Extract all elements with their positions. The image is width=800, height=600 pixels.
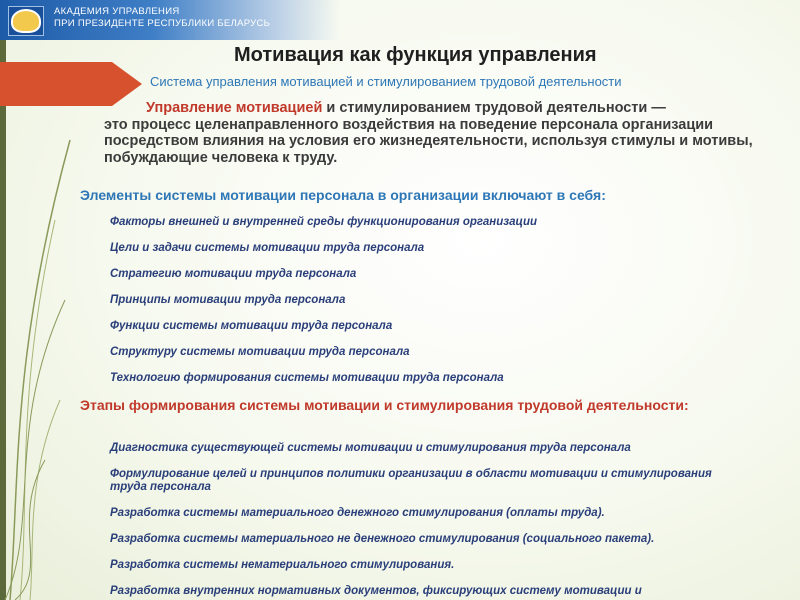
definition-paragraph [104,100,770,166]
list-item: Технологию формирования системы мотивации труда персонала [110,372,504,384]
stages-list [80,442,780,598]
list-item: Диагностика существующей системы мотивации и стимулирования труда персонала [110,442,631,454]
academy-name-line1: АКАДЕМИЯ УПРАВЛЕНИЯ [54,6,180,17]
academy-logo-icon [8,6,44,36]
stages-heading: Этапы формирования системы мотивации и стимулирования трудовой деятельности: [80,397,689,413]
decorative-vines [0,100,80,600]
list-item: Принципы мотивации труда персонала [110,294,346,306]
list-item: Стратегию мотивации труда персонала [110,268,357,280]
list-item: Цели и задачи системы мотивации труда персонала [110,242,425,254]
academy-name [54,6,270,30]
list-item: Формулирование целей и принципов политики организации в области мотивации и стимулирования труда персонала [110,468,712,493]
elements-heading: Элементы системы мотивации персонала в организации включают в себя: [80,187,606,203]
definition-first-line: и стимулированием трудовой деятельности — [322,100,666,116]
list-item: Разработка системы материального денежного стимулирования (оплаты труда). [110,507,605,519]
list-item: Разработка внутренних нормативных документов, фиксирующих систему мотивации и [110,585,642,597]
list-item: Факторы внешней и внутренней среды функционирования организации [110,216,537,228]
academy-header-band [0,0,340,40]
elements-list [80,216,780,385]
definition-highlight: Управление мотивацией [146,100,323,116]
slide-title: Мотивация как функция управления [234,44,597,66]
slide-subtitle: Система управления мотивацией и стимулированием трудовой деятельности [150,74,622,89]
list-item: Разработка системы нематериального стимулирования. [110,559,455,571]
list-item: Функции системы мотивации труда персонала [110,320,393,332]
academy-name-line2: ПРИ ПРЕЗИДЕНТЕ РЕСПУБЛИКИ БЕЛАРУСЬ [54,18,271,29]
definition-body: это процесс целенаправленного воздействия на поведение персонала организации посредством влияния на условия его жизнедеятельности, используя стимулы и мотивы, побуждающие человека к труду. [104,116,753,166]
list-item: Структуру системы мотивации труда персонала [110,346,410,358]
list-item: Разработка системы материального не денежного стимулирования (социального пакета). [110,533,655,545]
